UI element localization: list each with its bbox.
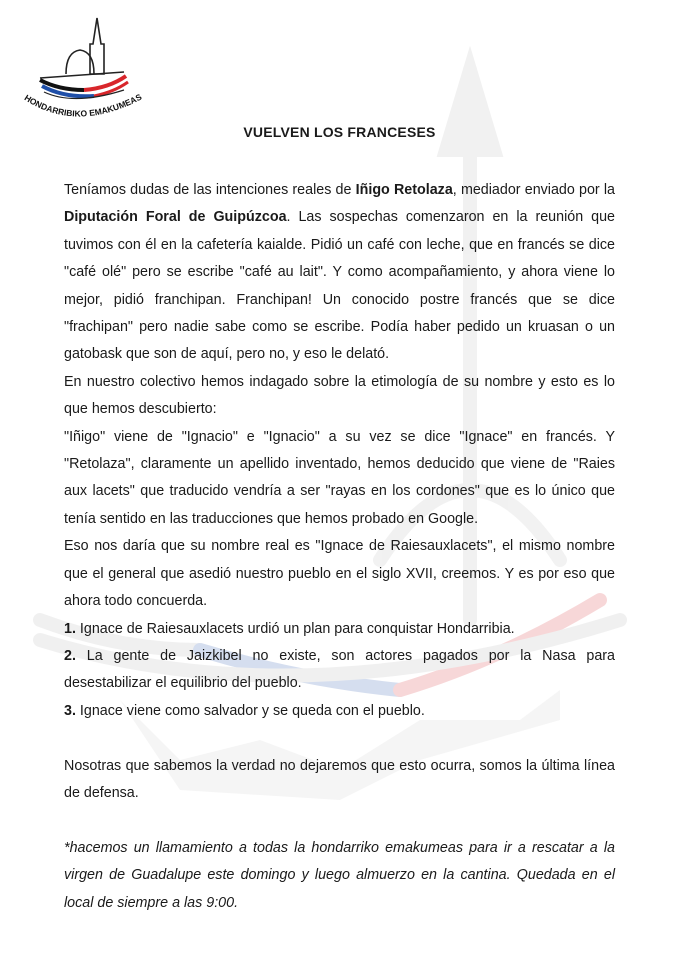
list-text: Ignace de Raiesauxlacets urdió un plan para conquistar Hondarribia. <box>75 620 515 637</box>
list-item <box>64 698 615 725</box>
footnote-call: *hacemos un llamamiento a todas la hondarriko emakumeas para ir a rescatar a la virgen de Guadalupe este domingo y luego almuerzo en la cantina. Quedada en el local de siempre a las 9:00. <box>64 839 615 911</box>
paragraph-etymology: "Iñigo" viene de "Ignacio" e "Ignacio" a su vez se dice "Ignace" en francés. Y "Retolaza", claramente un apellido inventado, hemos deducido que viene de "Raies aux lacets" que traducido vendría a ser "rayas en los cordones" que es lo único que tenía sentido en las traducciones que hemos probado en Google. <box>64 428 615 527</box>
bold-institution: Diputación Foral de Guipúzcoa <box>64 209 287 226</box>
list-number: 2. <box>64 647 76 664</box>
list-item <box>64 643 615 698</box>
text-segment: , mediador enviado por la <box>452 182 615 198</box>
text-segment: Teníamos dudas de las intenciones reales de <box>64 182 356 198</box>
list-text: La gente de Jaizkibel no existe, son actores pagados por la Nasa para desestabilizar el equilibrio del pueblo. <box>64 647 615 692</box>
bold-name: Iñigo Retolaza <box>355 182 453 198</box>
church-tower-logo-icon <box>14 14 144 134</box>
paragraph-defense: Nosotras que sabemos la verdad no dejaremos que esto ocurra, somos la última línea de defensa. <box>64 757 615 801</box>
list-number: 1. <box>64 620 76 637</box>
page-title: VUELVEN LOS FRANCESES <box>243 124 436 140</box>
paragraph-etymology-intro: En nuestro colectivo hemos indagado sobre la etimología de su nombre y esto es lo que hemos descubierto: <box>64 373 615 418</box>
list-text: Ignace viene como salvador y se queda con el pueblo. <box>75 702 425 719</box>
text-segment: . Las sospechas comenzaron en la reunión que tuvimos con él en la cafetería kaialde. Pidió un café con leche, que en francés se dice "café olé" pero se escribe "café au lait". Y como acompañamiento, y ahora viene lo mejor, pidió franchipan. Franchipan! Un conocido postre francés que se dice "frachipan" pero nadie sabe como se escribe. Podía haber pedido un kruasan o un gatobask que son de aquí, pero no, y eso le delató. <box>64 209 615 363</box>
document-body <box>64 177 615 917</box>
logo-text: HONDARRIBIKO EMAKUMEAS <box>22 91 144 119</box>
paragraph-conclusion: Eso nos daría que su nombre real es "Ignace de Raiesauxlacets", el mismo nombre que el general que asedió nuestro pueblo en el siglo XVII, creemos. Y es por eso que ahora todo concuerda. <box>64 538 615 610</box>
paragraph-intro <box>64 177 615 369</box>
list-number: 3. <box>64 702 76 719</box>
list-item <box>64 616 615 643</box>
